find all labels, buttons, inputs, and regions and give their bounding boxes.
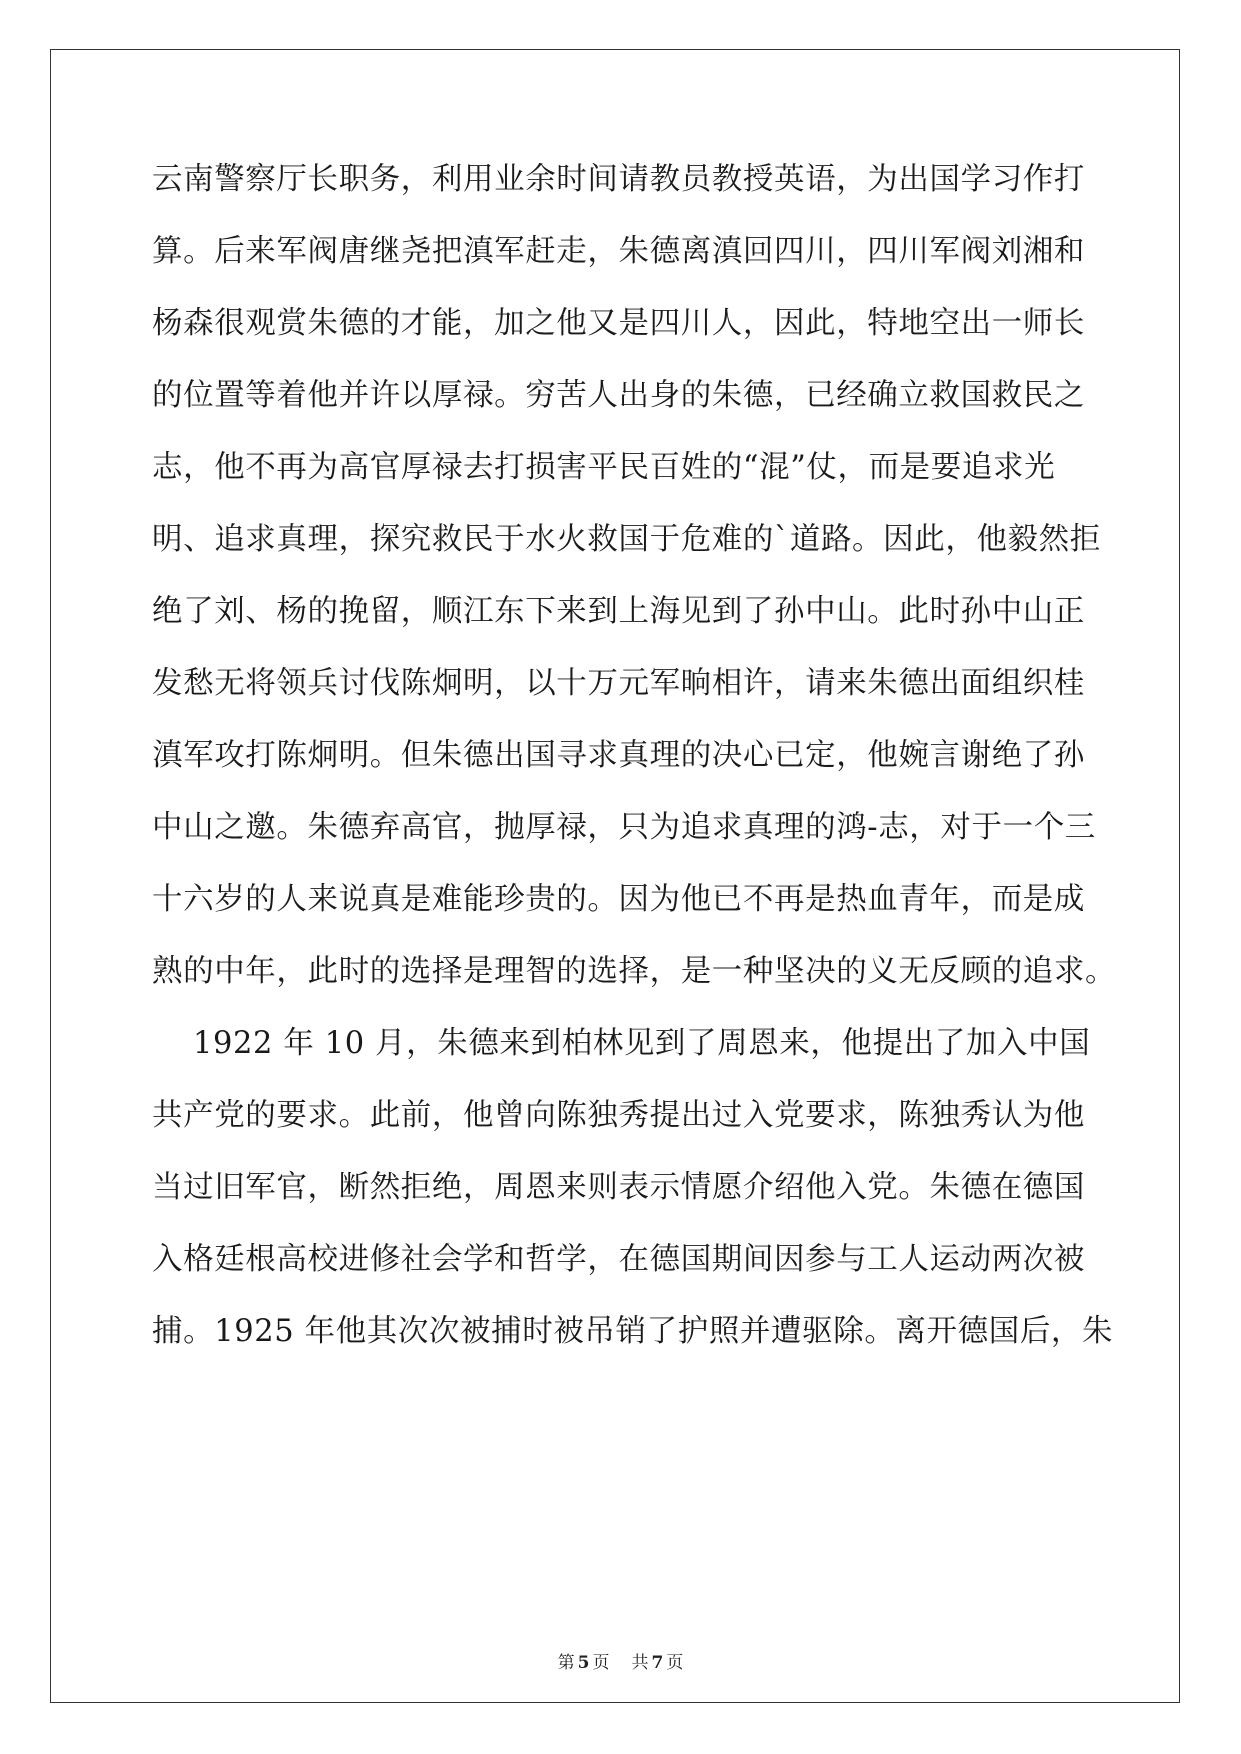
paragraph-start-line: 1922 年 10 月，朱德来到柏林见到了周恩来，他提出了加入中国 — [193, 1026, 1091, 1061]
text-line: 明、追求真理，探究救民于水火救国于危难的`道路。因此，他毅然拒 — [152, 522, 1101, 557]
text-line: 的位置等着他并许以厚禄。穷苦人出身的朱德，已经确立救国救民之 — [152, 378, 1085, 413]
text-line: 捕。1925 年他其次次被捕时被吊销了护照并遭驱除。离开德国后，朱 — [152, 1314, 1114, 1349]
text-line: 发愁无将领兵讨伐陈炯明，以十万元军晌相许，请来朱德出面组织桂 — [152, 666, 1085, 701]
text-line: 共产党的要求。此前，他曾向陈独秀提出过入党要求，陈独秀认为他 — [152, 1098, 1085, 1133]
total-label-suffix: 页 — [666, 1653, 684, 1673]
text-line: 云南警察厅长职务，利用业余时间请教员教授英语，为出国学习作打 — [152, 162, 1085, 197]
total-pages: 7 — [651, 1653, 664, 1673]
text-line: 熟的中年，此时的选择是理智的选择，是一种坚决的义无反顾的追求。 — [152, 954, 1117, 989]
text-line: 志，他不再为高官厚禄去打损害平民百姓的“混”仗，而是要追求光 — [152, 450, 1056, 485]
page-label-suffix: 页 — [592, 1653, 610, 1673]
text-line: 入格廷根高校进修社会学和哲学，在德国期间因参与工人运动两次被 — [152, 1242, 1085, 1277]
text-line: 当过旧军官，断然拒绝，周恩来则表示情愿介绍他入党。朱德在德国 — [152, 1170, 1085, 1205]
text-line: 滇军攻打陈炯明。但朱德出国寻求真理的决心已定，他婉言谢绝了孙 — [152, 738, 1085, 773]
total-label-prefix: 共 — [631, 1653, 649, 1673]
text-line: 十六岁的人来说真是难能珍贵的。因为他已不再是热血青年，而是成 — [152, 882, 1085, 917]
text-line: 杨森很观赏朱德的才能，加之他又是四川人，因此，特地空出一师长 — [152, 306, 1085, 341]
page-footer — [0, 1648, 1241, 1673]
page-label-prefix: 第 — [557, 1653, 575, 1673]
text-line: 绝了刘、杨的挽留，顺江东下来到上海见到了孙中山。此时孙中山正 — [152, 594, 1085, 629]
page-border — [50, 49, 1180, 1703]
page-number: 5 — [577, 1653, 590, 1673]
text-line: 中山之邀。朱德弃高官，抛厚禄，只为追求真理的鸿-志，对于一个三 — [152, 810, 1096, 845]
text-line: 算。后来军阀唐继尧把滇军赶走，朱德离滇回四川，四川军阀刘湘和 — [152, 234, 1085, 269]
